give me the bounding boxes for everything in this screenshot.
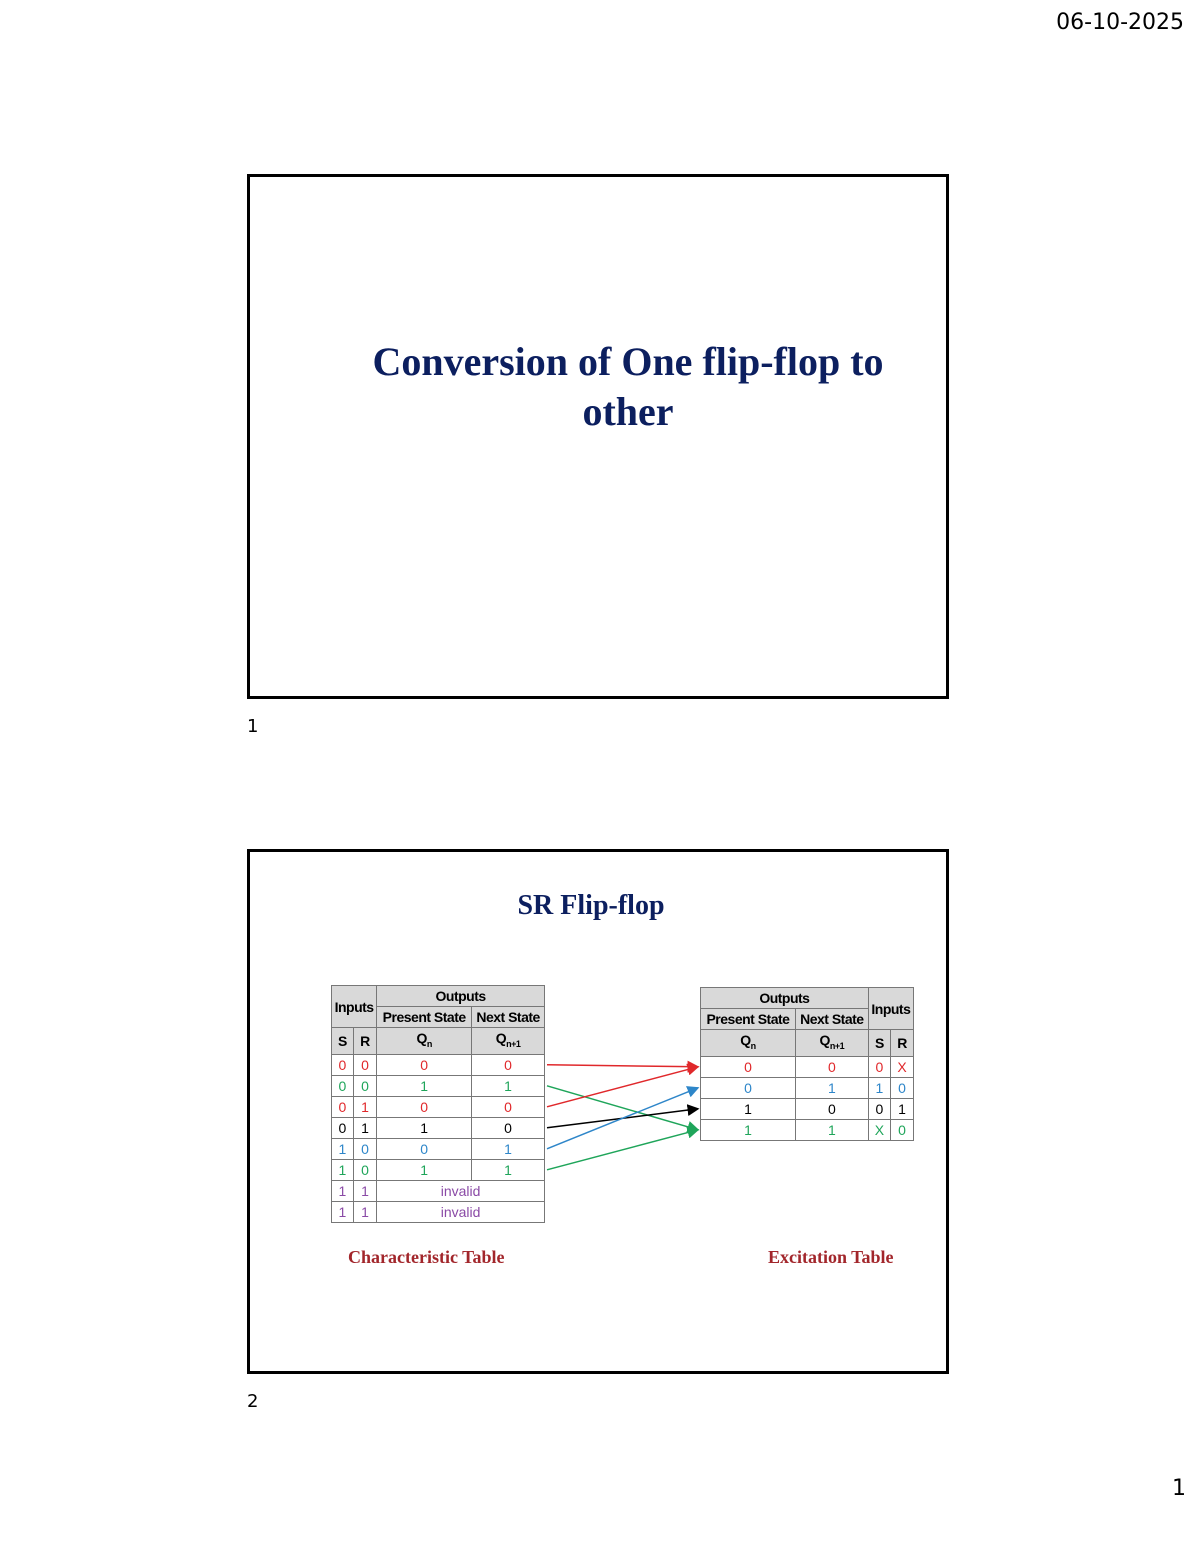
table-row xyxy=(701,1119,914,1140)
cell-invalid: invalid xyxy=(377,1201,545,1222)
page-date: 06-10-2025 xyxy=(1056,10,1184,35)
table-row xyxy=(332,1180,545,1201)
cell-qn: 1 xyxy=(701,1119,796,1140)
cell-invalid: invalid xyxy=(377,1180,545,1201)
cell-s: 0 xyxy=(332,1075,354,1096)
title-line-2: other xyxy=(582,389,674,434)
mapping-arrow xyxy=(547,1109,698,1128)
cell-r: 0 xyxy=(353,1159,376,1180)
mapping-arrow xyxy=(547,1088,698,1149)
cell-qn1: 0 xyxy=(472,1117,545,1138)
cell-qn: 1 xyxy=(377,1075,472,1096)
cell-r: 1 xyxy=(353,1180,376,1201)
r-header: R xyxy=(353,1028,376,1055)
characteristic-table xyxy=(331,985,545,1223)
cell-qn1: 1 xyxy=(795,1119,868,1140)
s-header: S xyxy=(868,1030,890,1057)
qn-header: $Q_n$ xyxy=(701,1030,796,1057)
table-row xyxy=(332,1159,545,1180)
cell-r: 0 xyxy=(353,1075,376,1096)
present-state-header: Present State xyxy=(701,1009,796,1030)
table-row xyxy=(701,1056,914,1077)
present-state-header: Present State xyxy=(377,1007,472,1028)
excitation-table-caption: Excitation Table xyxy=(768,1247,894,1267)
table-row xyxy=(701,1077,914,1098)
characteristic-table-caption: Characteristic Table xyxy=(348,1247,505,1267)
cell-qn1: 1 xyxy=(472,1159,545,1180)
cell-r: 1 xyxy=(353,1096,376,1117)
cell-qn1: 1 xyxy=(472,1075,545,1096)
table-row xyxy=(332,1117,545,1138)
inputs-header: Inputs xyxy=(868,988,913,1030)
slide-2 xyxy=(247,849,949,1374)
table-row xyxy=(332,1054,545,1075)
cell-qn1: 1 xyxy=(472,1138,545,1159)
cell-qn: 0 xyxy=(701,1077,796,1098)
table-row xyxy=(332,1138,545,1159)
cell-r: 1 xyxy=(353,1201,376,1222)
cell-qn: 0 xyxy=(377,1054,472,1075)
mapping-arrow xyxy=(547,1067,698,1107)
cell-s: 1 xyxy=(868,1077,890,1098)
cell-r: 1 xyxy=(891,1098,914,1119)
table-row xyxy=(332,1201,545,1222)
page-number: 1 xyxy=(1172,1476,1186,1501)
table-row xyxy=(332,1075,545,1096)
cell-qn1: 1 xyxy=(795,1077,868,1098)
cell-s: 1 xyxy=(332,1138,354,1159)
cell-r: 0 xyxy=(353,1138,376,1159)
cell-qn1: 0 xyxy=(795,1056,868,1077)
cell-qn: 1 xyxy=(377,1117,472,1138)
qn1-header: $Q_{n+1}$ xyxy=(472,1028,545,1055)
mapping-arrow xyxy=(547,1130,698,1170)
excitation-table xyxy=(700,987,914,1141)
s-header: S xyxy=(332,1028,354,1055)
r-header: R xyxy=(891,1030,914,1057)
cell-qn: 1 xyxy=(701,1098,796,1119)
mapping-arrow xyxy=(547,1086,698,1130)
cell-r: 0 xyxy=(353,1054,376,1075)
next-state-header: Next State xyxy=(795,1009,868,1030)
cell-r: 1 xyxy=(353,1117,376,1138)
qn1-header: $Q_{n+1}$ xyxy=(795,1030,868,1057)
cell-qn: 0 xyxy=(377,1096,472,1117)
title-line-1: Conversion of One flip-flop to xyxy=(372,339,884,384)
slide-title: SR Flip-flop xyxy=(517,890,665,921)
cell-r: 0 xyxy=(891,1119,914,1140)
cell-s: 0 xyxy=(332,1117,354,1138)
cell-qn: 0 xyxy=(377,1138,472,1159)
outputs-header: Outputs xyxy=(377,986,545,1007)
cell-qn: 1 xyxy=(377,1159,472,1180)
cell-qn1: 0 xyxy=(472,1096,545,1117)
qn-header: $Q_n$ xyxy=(377,1028,472,1055)
cell-s: 1 xyxy=(332,1201,354,1222)
cell-r: X xyxy=(891,1056,914,1077)
cell-qn1: 0 xyxy=(472,1054,545,1075)
cell-s: 1 xyxy=(332,1180,354,1201)
cell-s: X xyxy=(868,1119,890,1140)
cell-qn: 0 xyxy=(701,1056,796,1077)
cell-r: 0 xyxy=(891,1077,914,1098)
outputs-header: Outputs xyxy=(701,988,869,1009)
cell-s: 0 xyxy=(868,1056,890,1077)
cell-s: 0 xyxy=(332,1054,354,1075)
cell-s: 1 xyxy=(332,1159,354,1180)
table-row xyxy=(332,1096,545,1117)
slide-1 xyxy=(247,174,949,699)
slide-number: 1 xyxy=(247,716,259,737)
mapping-arrow xyxy=(547,1065,698,1067)
cell-qn1: 0 xyxy=(795,1098,868,1119)
table-row xyxy=(701,1098,914,1119)
next-state-header: Next State xyxy=(472,1007,545,1028)
inputs-header: Inputs xyxy=(332,986,377,1028)
slide-number: 2 xyxy=(247,1391,259,1412)
cell-s: 0 xyxy=(868,1098,890,1119)
cell-s: 0 xyxy=(332,1096,354,1117)
slide-title xyxy=(310,337,946,437)
